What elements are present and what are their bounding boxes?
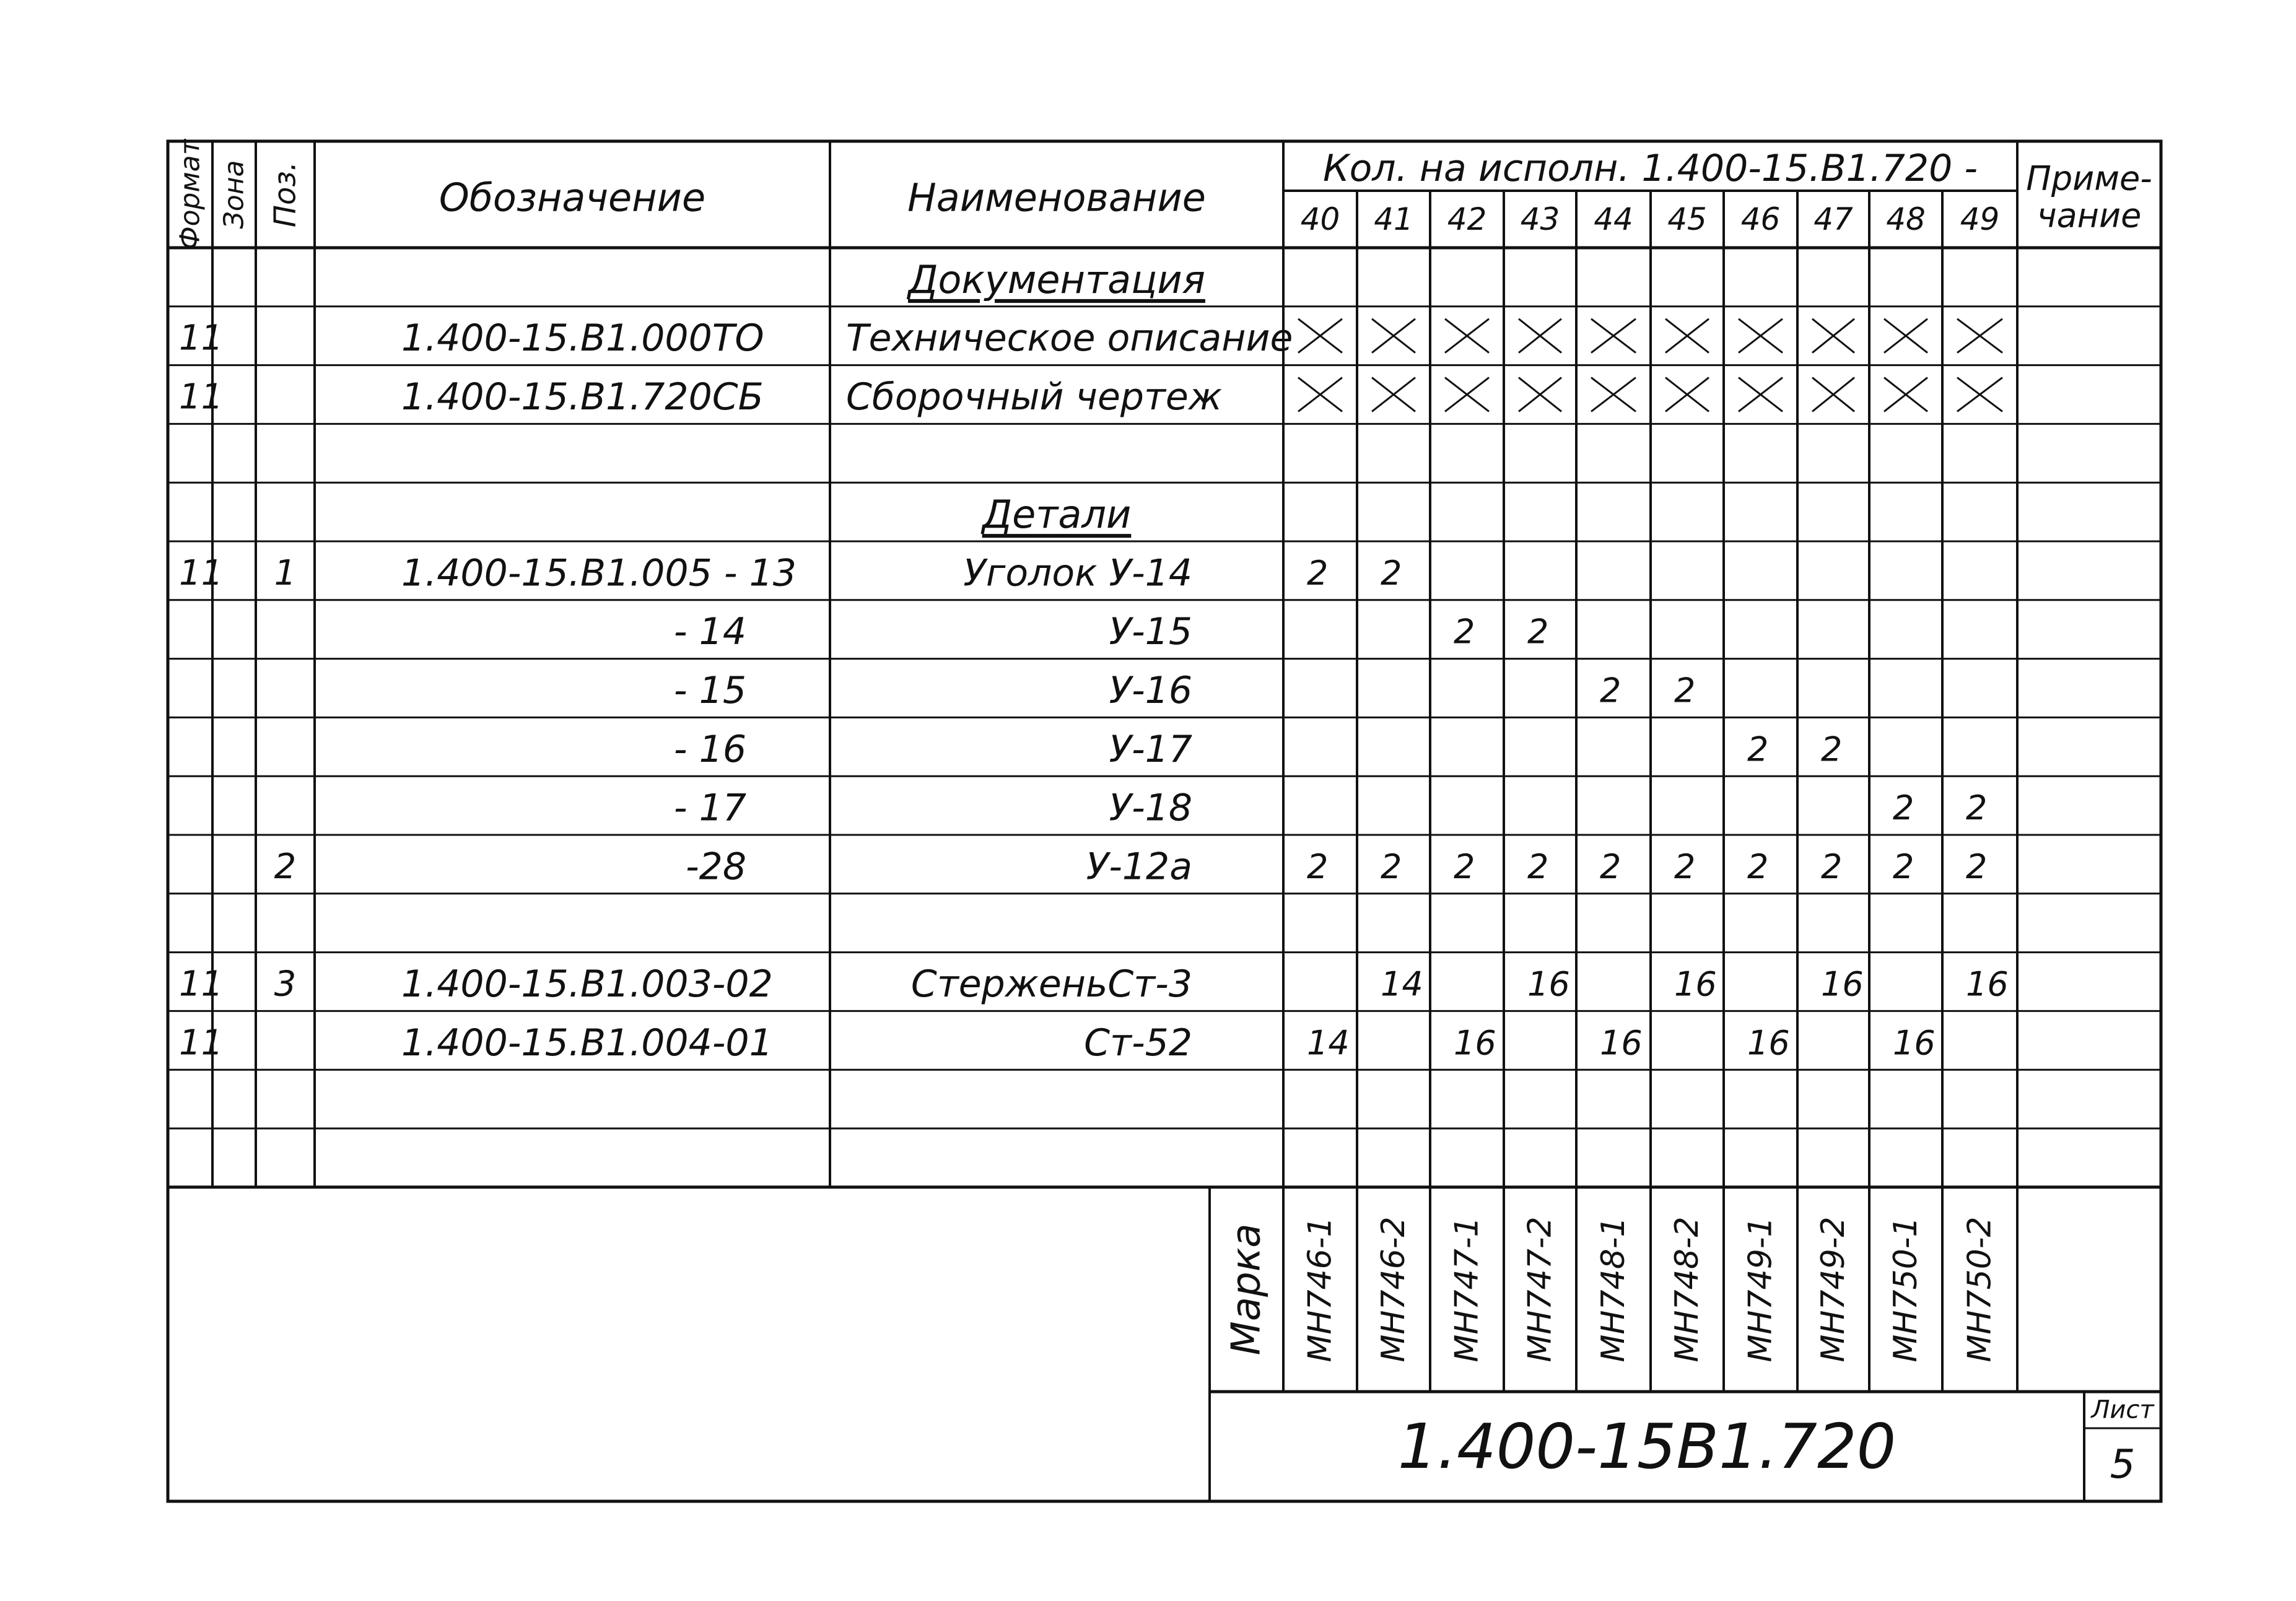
marka-value: МН748-2 [1669, 1216, 1706, 1363]
cell-format: 11 [179, 377, 224, 417]
header-zone: Зона [218, 160, 250, 229]
cell-quantity: 2 [1454, 612, 1475, 652]
header-note-line1: Приме- [2026, 159, 2152, 198]
header-quantity-title: Кол. на исполн. 1.400-15.В1.720 - [1322, 147, 1978, 190]
cell-name: Уголок У-14 [963, 551, 1192, 595]
marka-row [1224, 1216, 1999, 1362]
cell-quantity: 16 [1966, 964, 2009, 1004]
header-variant-48: 48 [1886, 201, 1926, 237]
marka-label: Марка [1223, 1223, 1270, 1356]
cell-quantity: 2 [1307, 847, 1329, 886]
cell-format: 11 [179, 964, 224, 1005]
cell-name: У-18 [1109, 786, 1192, 830]
cell-format: 11 [179, 552, 224, 593]
header-variant-46: 46 [1740, 201, 1781, 237]
header-variant-41: 41 [1374, 201, 1413, 237]
cell-designation: - 14 [673, 610, 746, 654]
cell-quantity: 16 [1674, 964, 1717, 1004]
cell-quantity: 2 [1527, 612, 1549, 652]
cell-name: У-15 [1109, 610, 1192, 654]
header-variant-40: 40 [1300, 201, 1340, 237]
cell-quantity: 16 [1747, 1023, 1790, 1063]
cell-quantity: 2 [1381, 553, 1402, 593]
cell-designation: 1.400-15.В1.000ТО [401, 316, 764, 360]
sheet-label: Лист [2091, 1395, 2154, 1424]
marka-value: МН747-1 [1448, 1216, 1486, 1363]
header-variant-45: 45 [1667, 201, 1707, 237]
marka-value: МН749-2 [1815, 1216, 1852, 1363]
marka-value: МН749-1 [1742, 1216, 1779, 1363]
header-designation: Обозначение [439, 175, 706, 220]
cell-quantity: 2 [1966, 788, 1988, 828]
header-variant-47: 47 [1814, 201, 1853, 237]
cell-quantity: 16 [1893, 1023, 1936, 1063]
cell-quantity: 16 [1454, 1023, 1496, 1063]
cell-quantity: 2 [1600, 847, 1622, 886]
header-name: Наименование [907, 175, 1206, 220]
cell-format: 11 [179, 1023, 224, 1063]
cell-designation: - 15 [673, 669, 746, 712]
marka-value: МН748-1 [1595, 1216, 1632, 1363]
section-heading: Детали [982, 492, 1132, 538]
cell-quantity: 2 [1381, 847, 1402, 886]
section-heading: Документация [908, 256, 1205, 302]
cell-format: 11 [179, 318, 224, 359]
cell-quantity: 2 [1454, 847, 1475, 886]
cell-quantity: 2 [1527, 847, 1549, 886]
marka-value: МН750-2 [1961, 1216, 1999, 1363]
cell-quantity: 2 [1893, 788, 1914, 828]
cell-name: У-12а [1086, 845, 1192, 889]
header-position: Поз. [268, 161, 303, 228]
cell-designation: 1.400-15.В1.004-01 [401, 1021, 773, 1065]
cell-name: У-16 [1109, 669, 1192, 712]
sheet-number: 5 [2110, 1442, 2136, 1488]
cell-designation: - 16 [673, 727, 746, 771]
marka-value: МН750-1 [1887, 1216, 1924, 1363]
marka-value: МН746-1 [1301, 1216, 1339, 1363]
cell-quantity: 2 [1307, 553, 1329, 593]
cell-designation: - 17 [673, 786, 746, 830]
header-variant-43: 43 [1520, 201, 1560, 237]
title-block [1398, 1396, 2155, 1488]
cell-quantity: 2 [1747, 730, 1769, 769]
cell-designation: 1.400-15.В1.003-02 [401, 962, 773, 1006]
marka-value: МН747-2 [1521, 1216, 1559, 1363]
header-note-line2: чание [2036, 196, 2142, 235]
cell-designation: 1.400-15.В1.005 - 13 [401, 551, 797, 595]
header-variant-44: 44 [1594, 201, 1633, 237]
cell-name: Ст-52 [1084, 1021, 1192, 1065]
document-code: 1.400-15В1.720 [1397, 1410, 1897, 1483]
cell-quantity: 2 [1821, 847, 1843, 886]
header-format: Формат [174, 139, 206, 250]
cell-quantity: 2 [1893, 847, 1914, 886]
cell-name: У-17 [1109, 727, 1192, 771]
header-variant-49: 49 [1960, 201, 2000, 237]
cell-quantity: 16 [1600, 1023, 1643, 1063]
cell-name: СтерженьСт-3 [910, 962, 1192, 1006]
cell-quantity: 16 [1821, 964, 1864, 1004]
cell-designation: 1.400-15.В1.720СБ [401, 375, 764, 419]
cell-quantity: 14 [1381, 964, 1423, 1004]
cell-quantity: 14 [1307, 1023, 1350, 1063]
cell-name: Сборочный чертеж [846, 375, 1222, 419]
table-body [179, 257, 2009, 1065]
cell-quantity: 2 [1821, 730, 1843, 769]
cell-position: 1 [274, 552, 297, 593]
cell-name: Техническое описание [846, 316, 1293, 360]
cell-quantity: 2 [1674, 847, 1696, 886]
cell-quantity: 2 [1600, 671, 1622, 710]
cell-designation: -28 [686, 845, 746, 889]
cell-position: 2 [274, 846, 297, 887]
table-header [175, 138, 2152, 250]
header-variant-42: 42 [1447, 201, 1487, 237]
cell-quantity: 2 [1747, 847, 1769, 886]
cell-quantity: 2 [1966, 847, 1988, 886]
cell-quantity: 2 [1674, 671, 1696, 710]
cell-quantity: 16 [1527, 964, 1570, 1004]
marka-value: МН746-2 [1375, 1216, 1412, 1363]
cell-position: 3 [274, 964, 297, 1005]
